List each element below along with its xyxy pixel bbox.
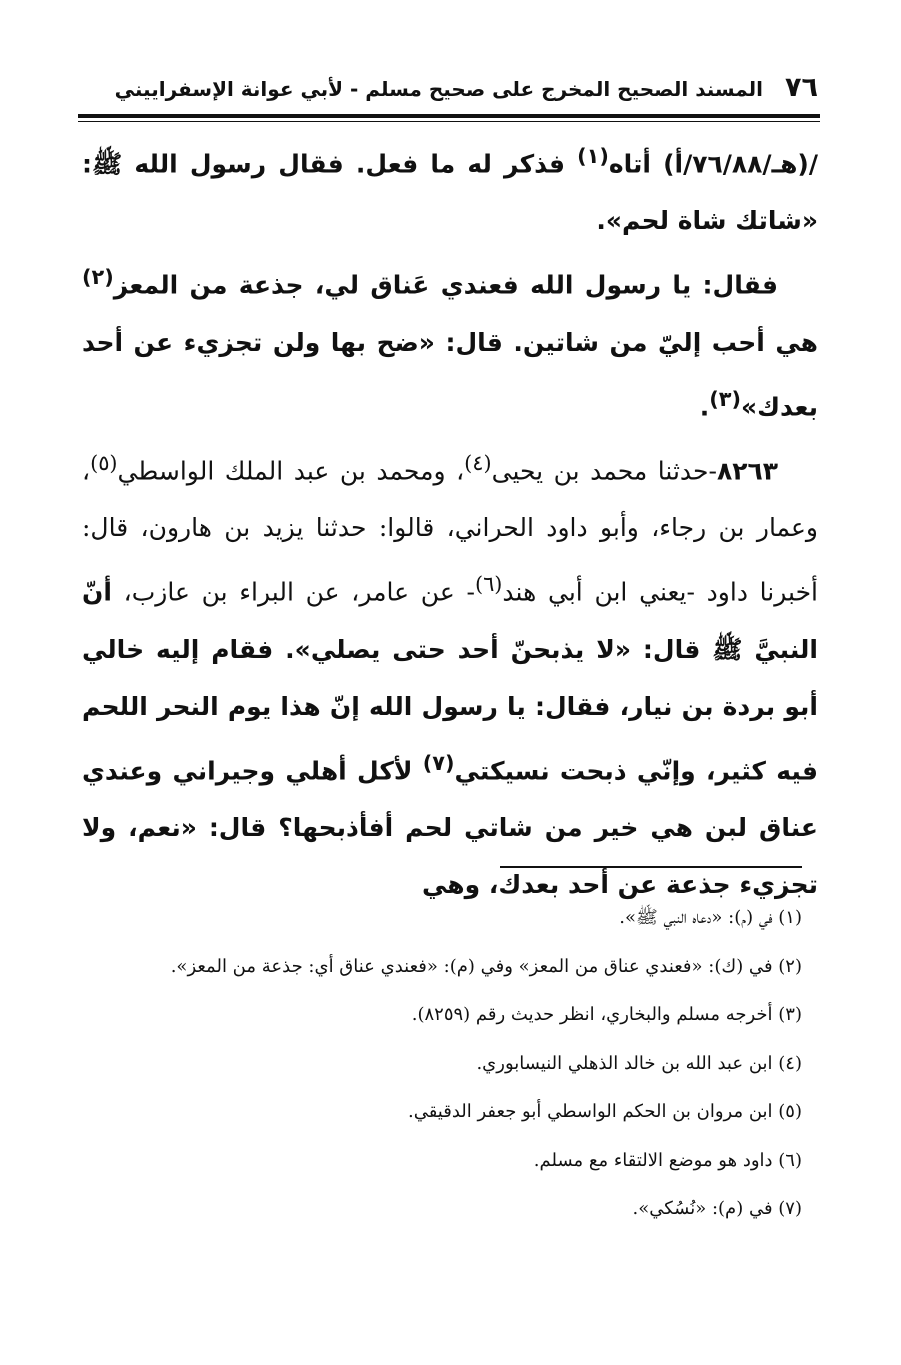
matn-text: لأكل أهلي وجيراني وعندي عناق لبن هي خير من شاتي لحم أفأذبحها؟ قال: «نعم، ولا تجزيء جذعة عن أحد بعدك، وهي [82, 755, 818, 899]
paragraph-text: . [699, 391, 710, 421]
footnote: (٤) ابن عبد الله بن خالد الذهلي النيسابوري. [476, 1052, 802, 1074]
footnote-reference: (١) [577, 144, 609, 168]
isnad-text: ، وعمار بن رجاء، وأبو داود الحراني، قالوا: حدثنا يزيد بن هارون، قال: أخبرنا داود -يعني ابن أبي هند [82, 456, 818, 607]
isnad-text: ، ومحمد بن عبد الملك الواسطي [117, 456, 465, 486]
hadith-number: ٨٢٦٣ [716, 456, 778, 486]
footnote: (٣) أخرجه مسلم والبخاري، انظر حديث رقم (٨٢٥٩). [411, 1004, 802, 1025]
footnote-reference: (٦) [474, 572, 503, 597]
running-header [80, 72, 818, 112]
footnotes-list [82, 894, 818, 1234]
isnad-text: -حدثنا محمد بن يحيى [491, 456, 717, 486]
isnad-text: - عن عامر، عن البراء بن عازب، [111, 577, 475, 607]
paragraph-text: هي أحب إليّ من شاتين. قال: «ضح بها ولن تجزيء عن أحد بعدك» [82, 327, 818, 421]
footnote-reference: (٥) [90, 450, 118, 475]
footnote-reference: (٢) [82, 265, 114, 290]
header-rule [78, 114, 820, 118]
paragraph-text: فقال: يا رسول الله فعندي عَناق لي، جذعة من المعز [113, 270, 778, 300]
paragraph-text: /(هـ/٧٦/٨٨/أ) أتاه [608, 149, 818, 179]
footnote-separator [500, 866, 802, 868]
footnote: (٦) داود هو موضع الالتقاء مع مسلم. [533, 1149, 802, 1171]
hadith-paragraph [82, 435, 818, 913]
footnote: (١) في (م): «دعاه النبي ﷺ». [619, 907, 802, 928]
footnote: (٥) ابن مروان بن الحكم الواسطي أبو جعفر الدقيقي. [407, 1101, 802, 1122]
page-number: ٧٦ [785, 72, 818, 103]
header-rule-thin [78, 121, 820, 122]
main-text [82, 128, 818, 913]
paragraph-text: فذكر له ما فعل. فقال رسول الله ﷺ: «شاتك شاة لحم». [82, 149, 818, 236]
footnote: (٢) في (ك): «فعندي عناق من المعز» وفي (م): «فعندي عناق أي: جذعة من المعز». [170, 955, 802, 977]
paragraph-continuation [82, 128, 818, 249]
footnote-reference: (٣) [709, 386, 741, 411]
footnote-reference: (٧) [422, 750, 455, 775]
running-header-title: المسند الصحيح المخرج على صحيح مسلم - لأبي عوانة الإسفراييني [114, 77, 764, 101]
footnote-reference: (٤) [464, 450, 492, 475]
footnote: (٧) في (م): «نُسُكي». [632, 1198, 802, 1219]
matn-text: أنّ النبيَّ ﷺ قال: «لا يذبحنّ أحد حتى يصلي». فقام إليه خالي أبو بردة بن نيار، فقال: يا رسول الله إنّ هذا يوم النحر اللحم فيه كثير، وإنّي ذبحت نسيكتي [82, 577, 818, 785]
paragraph [82, 249, 818, 435]
